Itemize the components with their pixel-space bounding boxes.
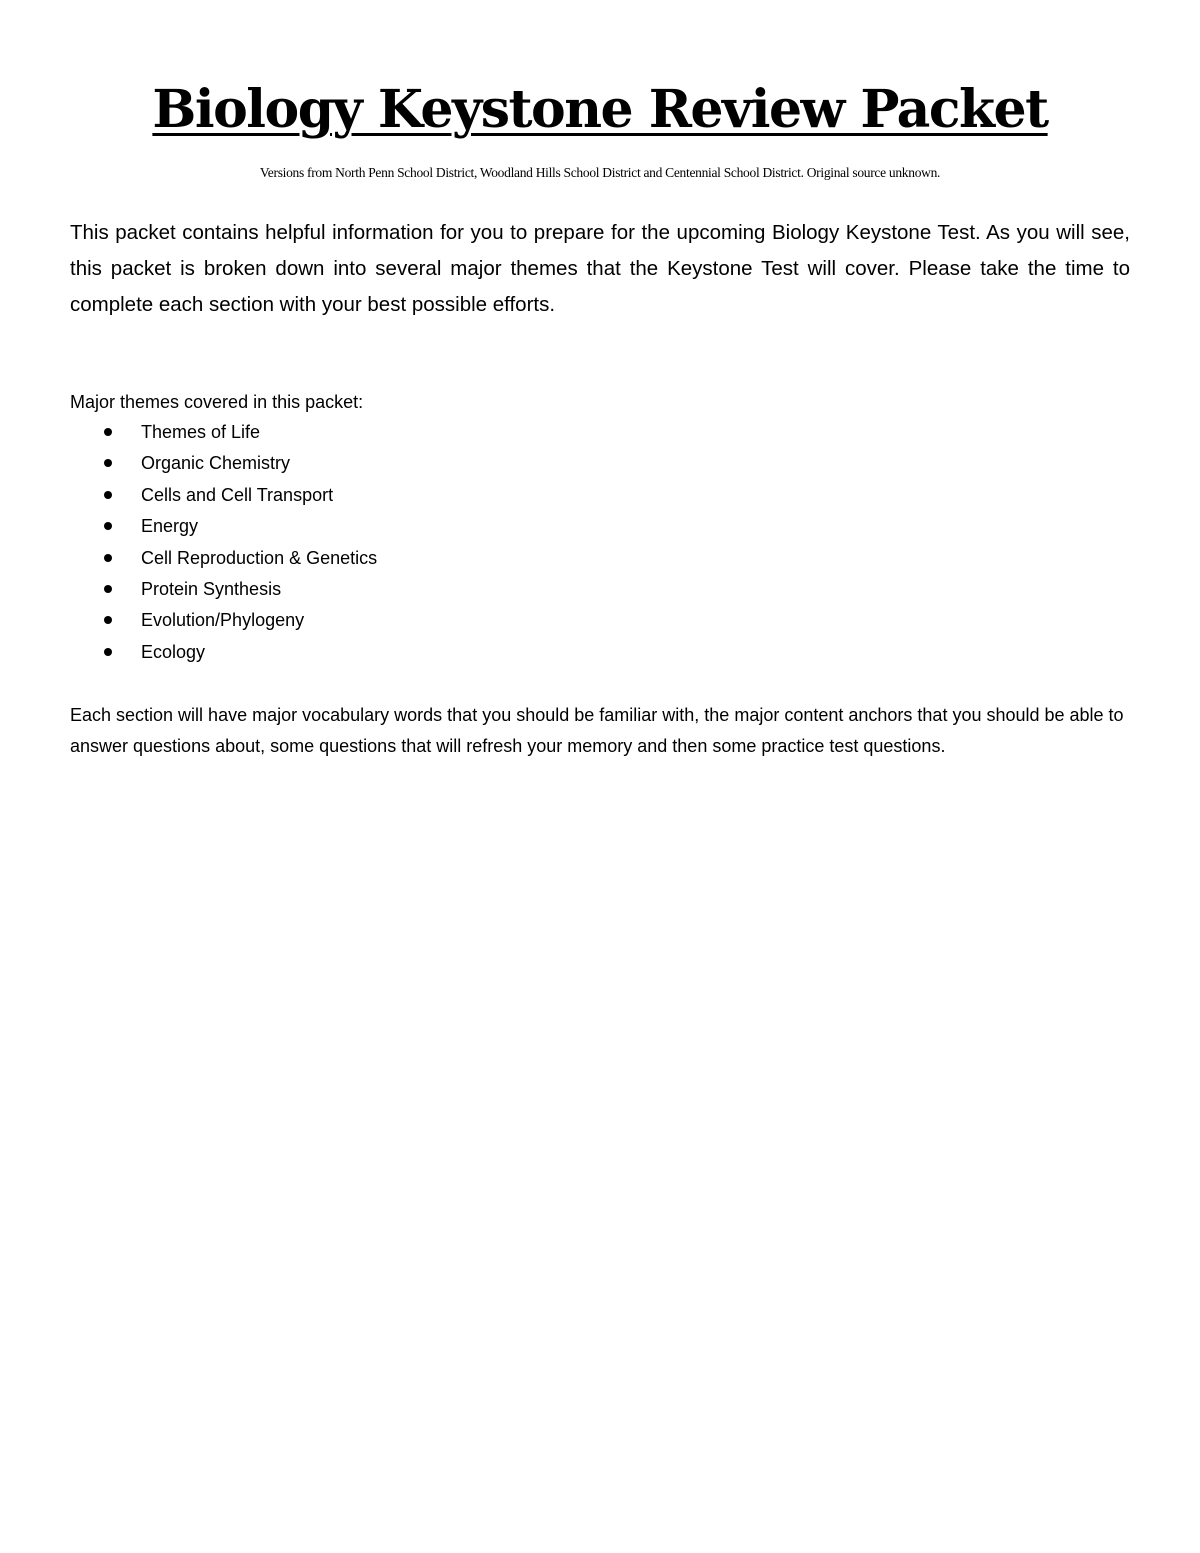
list-item — [70, 576, 670, 607]
theme-label: Cells and Cell Transport — [141, 484, 334, 505]
themes-heading: Major themes covered in this packet: — [70, 392, 364, 412]
list-item — [70, 513, 670, 544]
document-title: Biology Keystone Review Packet — [152, 79, 1048, 140]
bullet-icon — [104, 491, 112, 499]
bullet-icon — [104, 459, 112, 467]
themes-list — [70, 419, 670, 670]
closing-paragraph: Each section will have major vocabulary words that you should be familiar with, the major content anchors that you should be able to answer questions about, some questions that will refresh your memory and then some practice test questions. — [70, 705, 1124, 756]
bullet-icon — [104, 616, 112, 624]
list-item — [70, 607, 670, 638]
theme-label: Cell Reproduction & Genetics — [141, 547, 378, 568]
bullet-icon — [104, 554, 112, 562]
intro-paragraph: This packet contains helpful information for you to prepare for the upcoming Biology Keystone Test. As you will see, this packet is broken down into several major themes that the Keystone Test will cover. Please take the time to complete each section with your best possible efforts. — [70, 221, 1130, 316]
theme-label: Protein Synthesis — [141, 578, 282, 599]
list-item — [70, 545, 670, 576]
bullet-icon — [104, 585, 112, 593]
list-item — [70, 639, 670, 670]
list-item — [70, 450, 670, 481]
theme-label: Themes of Life — [141, 422, 261, 442]
bullet-icon — [104, 648, 112, 656]
theme-label: Energy — [141, 516, 199, 537]
bullet-icon — [104, 522, 112, 530]
theme-label: Evolution/Phylogeny — [141, 610, 305, 631]
theme-label: Organic Chemistry — [141, 453, 291, 474]
source-note: Versions from North Penn School District, Woodland Hills School District and Centennial School District. Original source unknown. — [259, 165, 941, 180]
bullet-icon — [104, 428, 112, 436]
theme-label: Ecology — [141, 641, 206, 662]
list-item — [70, 482, 670, 513]
list-item — [70, 419, 670, 450]
